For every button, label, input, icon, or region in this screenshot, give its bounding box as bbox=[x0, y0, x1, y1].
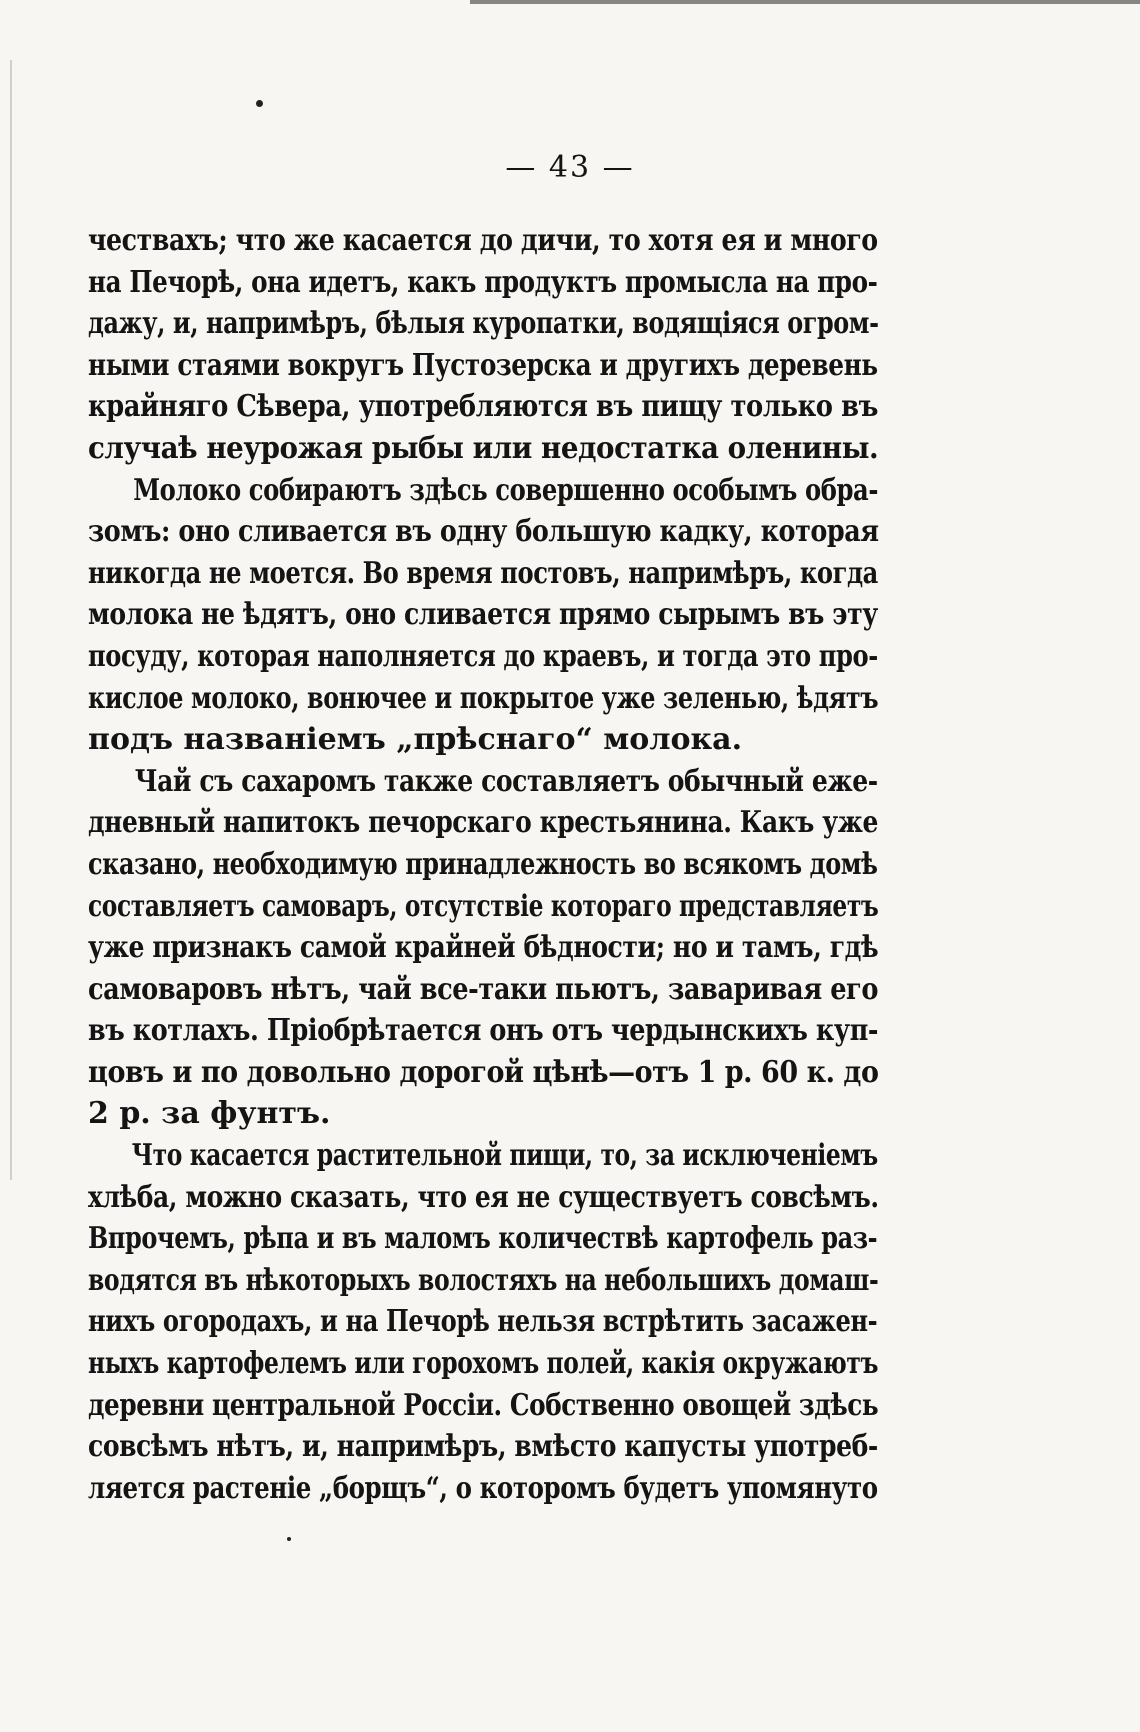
text-line: Впрочемъ, рѣпа и въ маломъ количествѣ картофель раз- bbox=[88, 1221, 878, 1257]
text-line: никогда не моется. Во время постовъ, напримѣръ, когда bbox=[88, 555, 878, 591]
scan-speck bbox=[256, 100, 263, 107]
scan-left-edge bbox=[10, 60, 12, 1180]
text-line: цовъ и по довольно дорогой цѣнѣ—отъ 1 р. 60 к. до bbox=[88, 1054, 879, 1090]
text-line: 2 р. за фунтъ. bbox=[88, 1096, 331, 1132]
text-line: хлѣба, можно сказать, что ея не существуетъ совсѣмъ. bbox=[88, 1179, 879, 1215]
paragraph bbox=[88, 1135, 878, 1509]
text-line: совсѣмъ нѣтъ, и, напримѣръ, вмѣсто капусты употреб- bbox=[88, 1429, 878, 1465]
text-line: дневный напитокъ печорскаго крестьянина. Какъ уже bbox=[88, 805, 878, 841]
text-line: ными стаями вокругъ Пустозерска и другихъ деревень bbox=[88, 347, 878, 383]
text-line: крайняго Сѣвера, употребляются въ пищу только въ bbox=[88, 389, 878, 425]
text-line: составляетъ самоваръ, отсутствіе котораго представляетъ bbox=[88, 888, 879, 924]
text-line: Что касается растительной пищи, то, за исключеніемъ bbox=[131, 1138, 878, 1174]
text-line: въ котлахъ. Пріобрѣтается онъ отъ чердынскихъ куп- bbox=[88, 1013, 879, 1049]
paragraph bbox=[88, 470, 878, 761]
text-line: уже признакъ самой крайней бѣдности; но и тамъ, гдѣ bbox=[88, 930, 879, 966]
text-line: Чай съ сахаромъ также составляетъ обычный еже- bbox=[134, 763, 878, 799]
text-line: посуду, которая наполняется до краевъ, и тогда это про- bbox=[88, 638, 878, 674]
text-line: Молоко собираютъ здѣсь совершенно особымъ обра- bbox=[133, 472, 879, 508]
text-line: дажу, и, напримѣръ, бѣлыя куропатки, водящіяся огром- bbox=[88, 306, 879, 342]
text-line: нихъ огородахъ, и на Печорѣ нельзя встрѣтить засажен- bbox=[88, 1304, 878, 1340]
text-line: деревни центральной Россіи. Собственно овощей здѣсь bbox=[88, 1387, 879, 1423]
text-line: молока не ѣдятъ, оно сливается прямо сырымъ въ эту bbox=[88, 597, 878, 633]
paragraph bbox=[88, 761, 878, 1135]
text-line: на Печорѣ, она идетъ, какъ продуктъ промысла на про- bbox=[88, 264, 878, 300]
text-line: кислое молоко, вонючее и покрытое уже зеленью, ѣдятъ bbox=[88, 680, 879, 716]
text-line: чествахъ; что же касается до дичи, то хотя ея и много bbox=[88, 223, 878, 258]
body-text bbox=[88, 220, 878, 1509]
scan-top-rule bbox=[470, 0, 1140, 4]
text-line: водятся въ нѣкоторыхъ волостяхъ на небольшихъ домаш- bbox=[88, 1262, 879, 1298]
page-number: — 43 — bbox=[505, 150, 635, 185]
paragraph bbox=[88, 220, 878, 470]
text-line: зомъ: оно сливается въ одну большую кадку, которая bbox=[88, 514, 879, 550]
text-line: ныхъ картофелемъ или горохомъ полей, какія окружаютъ bbox=[88, 1346, 879, 1382]
text-line: подъ названіемъ „прѣснаго“ молока. bbox=[88, 722, 743, 758]
scan-speck bbox=[287, 1537, 291, 1541]
text-line: самоваровъ нѣтъ, чай все-таки пьютъ, заваривая его bbox=[88, 971, 879, 1007]
text-line: сказано, необходимую принадлежность во всякомъ домѣ bbox=[88, 846, 878, 882]
text-line: случаѣ неурожая рыбы или недостатка оленины. bbox=[88, 430, 879, 466]
text-line: ляется растеніе „борщъ“, о которомъ будетъ упомянуто bbox=[88, 1470, 878, 1506]
